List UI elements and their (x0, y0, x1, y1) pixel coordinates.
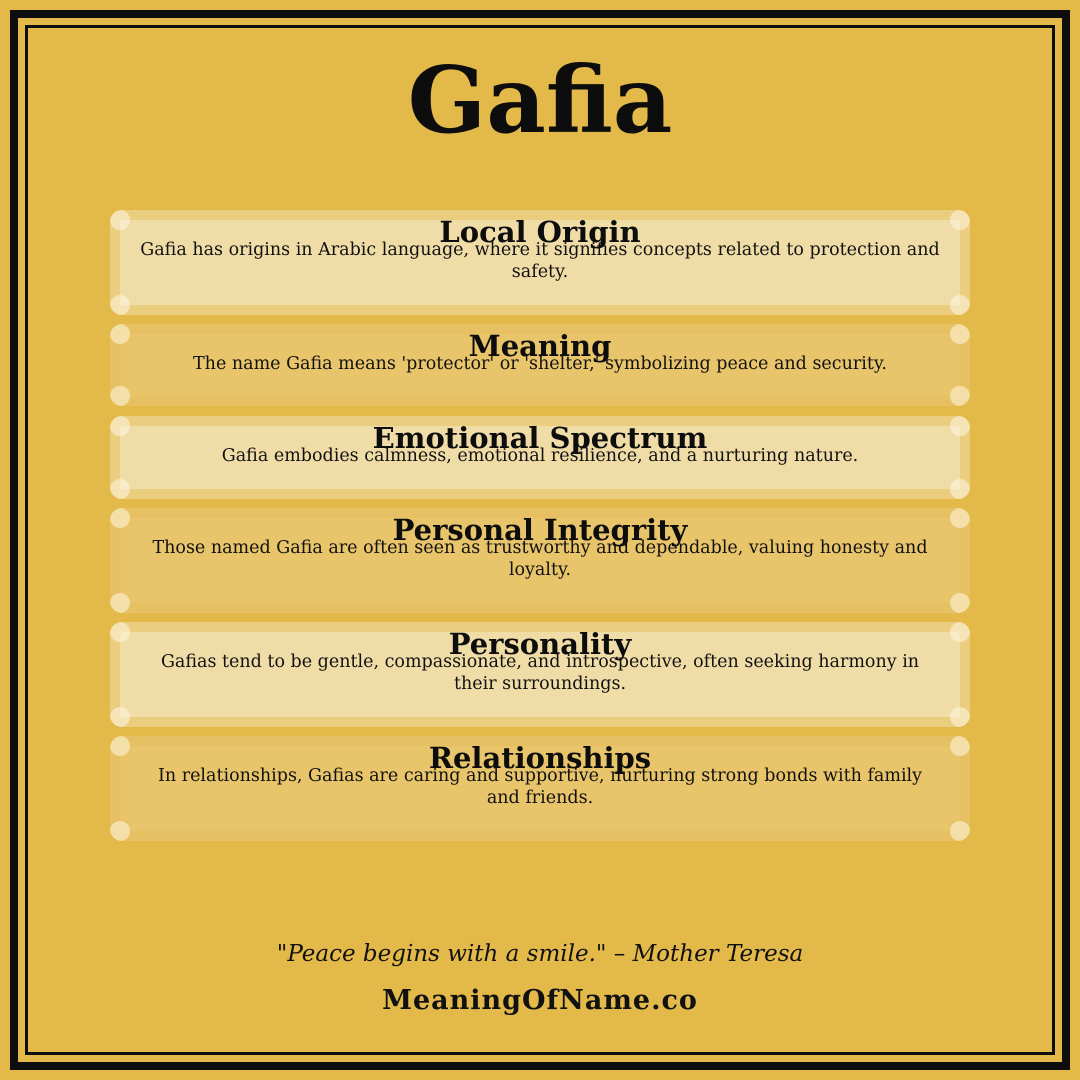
page-title: Gafia (407, 46, 673, 154)
card-local-origin (110, 210, 970, 315)
card-relationships (110, 736, 970, 841)
corner-dot (110, 479, 130, 499)
corner-dot (950, 707, 970, 727)
corner-dot (950, 593, 970, 613)
card-text: Gafia has origins in Arabic language, where it signifies concepts related to protection and safety. (140, 240, 940, 282)
quote-close-mark: " – (595, 941, 633, 967)
card-text: The name Gafia means 'protector' or 'shelter,' symbolizing peace and security. (193, 354, 887, 374)
card-text: Gafias tend to be gentle, compassionate, and introspective, often seeking harmony in their surroundings. (160, 652, 920, 694)
corner-dot (950, 821, 970, 841)
corner-dot (110, 707, 130, 727)
quote-author: Mother Teresa (632, 941, 804, 967)
card-heading: Emotional Spectrum (372, 421, 708, 455)
card-meaning (110, 324, 970, 406)
card-heading: Relationships (428, 741, 652, 775)
quote-open-mark: " (276, 941, 288, 967)
corner-dot (110, 593, 130, 613)
card-text: Gafia embodies calmness, emotional resilience, and a nurturing nature. (221, 446, 859, 466)
card-text: Those named Gafia are often seen as trustworthy and dependable, valuing honesty and loyalty. (152, 538, 928, 580)
card-personal-integrity (110, 508, 970, 613)
site-name: MeaningOfName.co (382, 985, 698, 1016)
quote-text: Peace begins with a smile. (287, 941, 596, 967)
corner-dot (110, 386, 130, 406)
card-heading: Local Origin (439, 215, 641, 249)
corner-dot (110, 821, 130, 841)
corner-dot (950, 295, 970, 315)
card-personality (110, 622, 970, 727)
card-emotional-spectrum (110, 416, 970, 499)
card-heading: Meaning (468, 329, 612, 363)
card-heading: Personal Integrity (392, 513, 688, 547)
card-heading: Personality (448, 627, 632, 661)
corner-dot (110, 295, 130, 315)
quote (0, 938, 1080, 970)
corner-dot (950, 479, 970, 499)
corner-dot (950, 386, 970, 406)
card-text: In relationships, Gafias are caring and supportive, nurturing strong bonds with family and friends. (157, 766, 923, 808)
